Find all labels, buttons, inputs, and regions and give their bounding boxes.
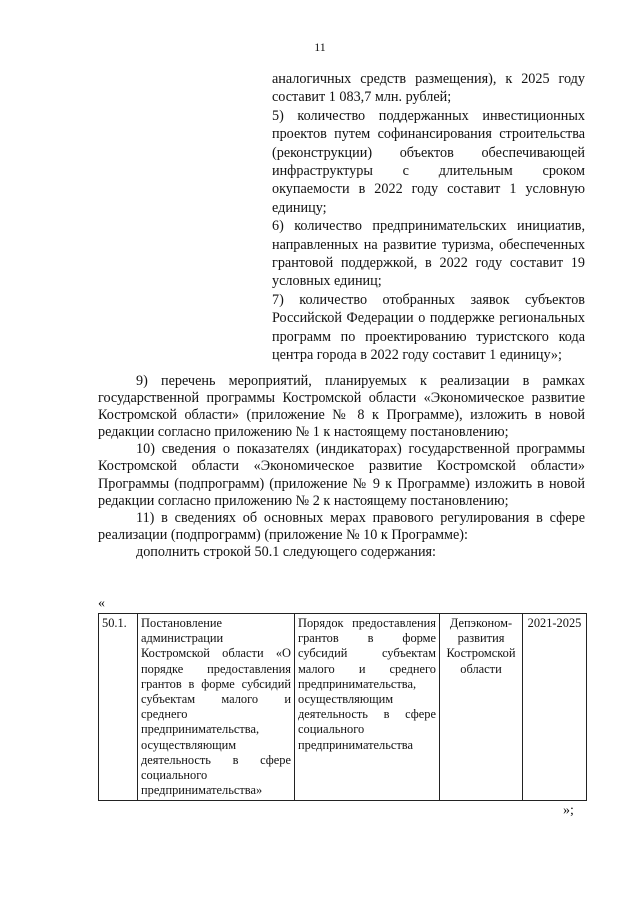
indented-paragraph: 7) количество отобранных заявок субъектов Российской Федерации о поддержке региональных программ по проектированию туристского кода центра города в 2022 году составит 1 единицу»; [272,291,585,364]
indented-paragraph: аналогичных средств размещения), к 2025 году составит 1 083,7 млн. рублей; [272,71,585,106]
indented-paragraph: 6) количество предпринимательских инициатив, направленных на развитие туризма, обеспеченных грантовой поддержкой, в 2022 году составит 19 условных единиц; [272,218,585,290]
paragraph-item-11: 11) в сведениях об основных мерах правового регулирования в сфере реализации (подпрограмм) (приложение № 10 к Программе): [98,509,585,543]
indented-text-block [272,70,585,365]
closing-quote: »; [563,803,574,818]
row-number-cell: 50.1. [99,614,138,801]
main-text-block [98,373,585,561]
page-number: 11 [314,40,326,54]
paragraph-item-9: 9) перечень мероприятий, планируемых к реализации в рамках государственной программы Костромской области «Экономическое развитие Костромской области» (приложение № 8 к Программе), изложить в новой редакции согласно приложению № 1 к настоящему постановлению; [98,373,585,441]
procedure-cell: Порядок предоставления грантов в форме субсидий субъектам малого и среднего предпринимательства, осуществляющим деятельность в сфере социального предпринимательства [295,614,440,801]
opening-quote: « [98,596,105,611]
paragraph-addition-intro: дополнить строкой 50.1 следующего содержания: [136,543,437,560]
paragraph-item-10: 10) сведения о показателях (индикаторах) государственной программы Костромской области «Экономическое развитие Костромской области» Программы (подпрограмм) (приложение № 9 к Программе) изложить в новой редакции согласно приложению № 2 к настоящему постановлению; [98,441,585,509]
period-cell: 2021-2025 [523,614,587,801]
responsible-department-cell: Депэконом-развития Костромской области [440,614,523,801]
indented-paragraph: 5) количество поддержанных инвестиционных проектов путем софинансирования строительства (реконструкции) объектов обеспечивающей инфраструктуры с длительным сроком окупаемости в 2022 году составит 1 условную единицу; [272,107,585,216]
table-row [99,614,587,801]
regulation-table [98,613,587,801]
legal-act-cell: Постановление администрации Костромской области «О порядке предоставления грантов в форме субсидий субъектам малого и среднего предпринимательства, осуществляющим деятельность в сфере социального предпринимательства» [138,614,295,801]
